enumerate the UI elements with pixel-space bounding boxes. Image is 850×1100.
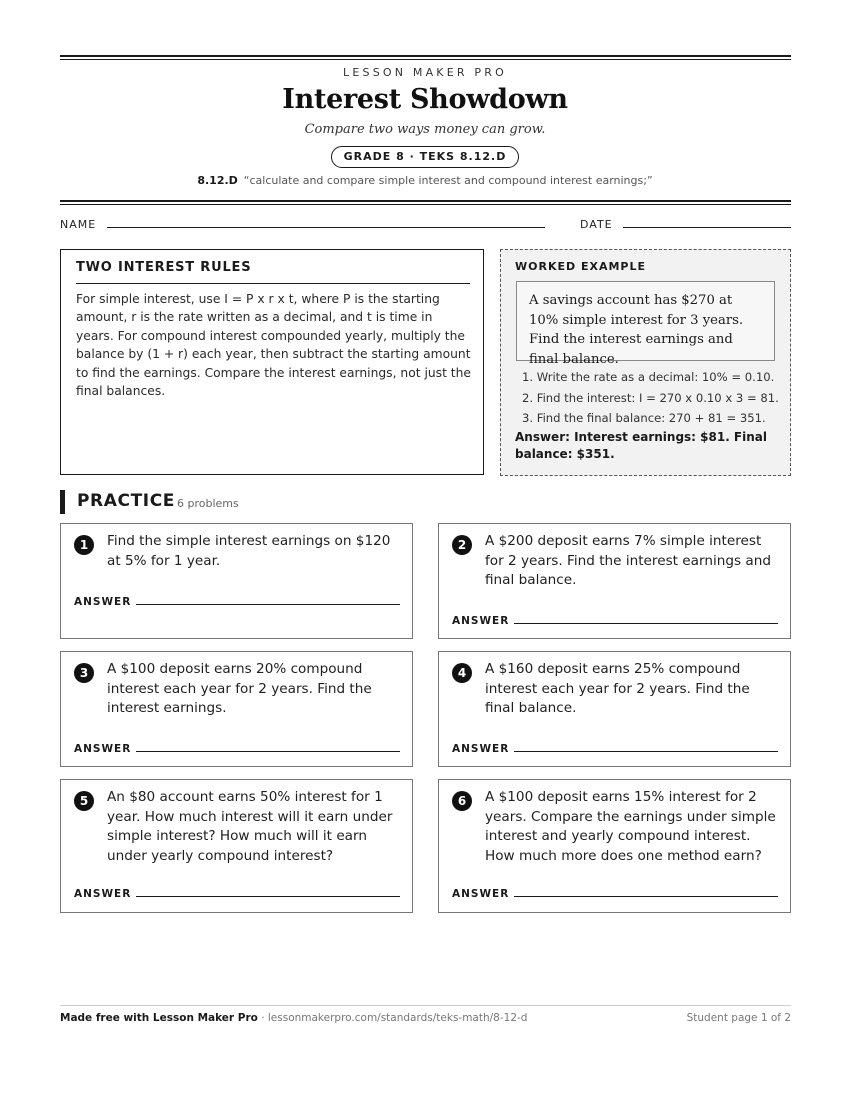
name-label: NAME xyxy=(60,218,97,231)
rules-body: For simple interest, use I = P x r x t, where P is the starting amount, r is the rate written as a decimal, and t is time in years. For compound interest compounded yearly, multiply the balance by (1 + r) each year, then subtract the starting amount to find the earnings. Compare the interest earnings, not just the final balances. xyxy=(76,292,471,399)
standard-text: “calculate and compare simple interest and compound interest earnings;” xyxy=(243,174,653,187)
answer-line[interactable] xyxy=(514,896,778,897)
problem-card-6 xyxy=(438,779,791,913)
answer-label: ANSWER xyxy=(452,615,510,627)
worked-example-problem: A savings account has $270 at 10% simple interest for 3 years. Find the interest earnings and final balance. xyxy=(516,281,775,361)
answer-line[interactable] xyxy=(136,896,400,897)
problem-text: A $160 deposit earns 25% compound interest each year for 2 years. Find the final balance. xyxy=(485,661,750,716)
problem-text: An $80 account earns 50% interest for 1 year. How much interest will it earn under simple interest? How much will it earn under yearly compound interest? xyxy=(107,789,393,864)
answer-line[interactable] xyxy=(136,604,400,605)
date-label: DATE xyxy=(580,218,613,231)
practice-title: PRACTICE xyxy=(77,491,175,511)
worked-example-box xyxy=(500,249,791,476)
brand-name: LESSON MAKER PRO xyxy=(343,66,507,79)
header-bottom-rule-thin xyxy=(60,204,791,205)
problem-number-badge: 5 xyxy=(74,791,94,811)
rules-title: TWO INTEREST RULES xyxy=(76,260,252,275)
rules-box xyxy=(60,249,484,475)
page-title: Interest Showdown xyxy=(282,84,568,115)
problem-text: A $100 deposit earns 15% interest for 2 years. Compare the earnings under simple interest and yearly compound interest. How much more does one method earn? xyxy=(485,789,776,864)
problem-number-badge: 1 xyxy=(74,535,94,555)
date-field[interactable] xyxy=(623,227,791,228)
problem-card-2 xyxy=(438,523,791,639)
page-subtitle: Compare two ways money can grow. xyxy=(304,122,546,137)
practice-count: 6 problems xyxy=(177,497,239,510)
answer-line[interactable] xyxy=(514,623,778,624)
practice-accent-bar xyxy=(60,490,65,514)
answer-label: ANSWER xyxy=(74,888,132,900)
answer-label: ANSWER xyxy=(74,743,132,755)
header-bottom-rule xyxy=(60,200,791,202)
problem-card-5 xyxy=(60,779,413,913)
worked-example-answer: Answer: Interest earnings: $81. Final balance: $351. xyxy=(515,430,767,461)
header-top-rule-thin xyxy=(60,59,791,60)
problem-card-3 xyxy=(60,651,413,767)
answer-line[interactable] xyxy=(514,751,778,752)
answer-label: ANSWER xyxy=(452,888,510,900)
problem-number-badge: 4 xyxy=(452,663,472,683)
footer-made-with: Made free with Lesson Maker Pro xyxy=(60,1012,258,1024)
problem-card-4 xyxy=(438,651,791,767)
worked-example-step: 2. Find the interest: I = 270 x 0.10 x 3 = 81. xyxy=(522,390,779,405)
answer-line[interactable] xyxy=(136,751,400,752)
standard-code: 8.12.D xyxy=(197,174,238,187)
header-top-rule xyxy=(60,55,791,57)
standard-line xyxy=(0,174,850,187)
worked-example-title: WORKED EXAMPLE xyxy=(515,260,646,273)
worked-example-steps xyxy=(522,367,790,429)
problem-text: A $200 deposit earns 7% simple interest for 2 years. Find the interest earnings and final balance. xyxy=(485,533,771,588)
answer-label: ANSWER xyxy=(74,596,132,608)
problem-text: Find the simple interest earnings on $120 at 5% for 1 year. xyxy=(107,533,391,569)
worked-example-step: 1. Write the rate as a decimal: 10% = 0.10. xyxy=(522,370,775,384)
problem-number-badge: 3 xyxy=(74,663,94,683)
answer-label: ANSWER xyxy=(452,743,510,755)
name-field[interactable] xyxy=(107,227,545,228)
rules-divider xyxy=(76,283,470,284)
grade-badge: GRADE 8 · TEKS 8.12.D xyxy=(331,146,519,168)
problem-card-1 xyxy=(60,523,413,639)
footer-credit xyxy=(60,1012,527,1024)
problem-text: A $100 deposit earns 20% compound interest each year for 2 years. Find the interest earnings. xyxy=(107,661,372,716)
problem-number-badge: 6 xyxy=(452,791,472,811)
footer-url[interactable]: · lessonmakerpro.com/standards/teks-math/8-12-d xyxy=(257,1012,528,1024)
footer-rule xyxy=(60,1005,791,1006)
footer-page-number: Student page 1 of 2 xyxy=(686,1012,791,1024)
worked-example-step: 3. Find the final balance: 270 + 81 = 351. xyxy=(522,411,766,425)
problem-number-badge: 2 xyxy=(452,535,472,555)
